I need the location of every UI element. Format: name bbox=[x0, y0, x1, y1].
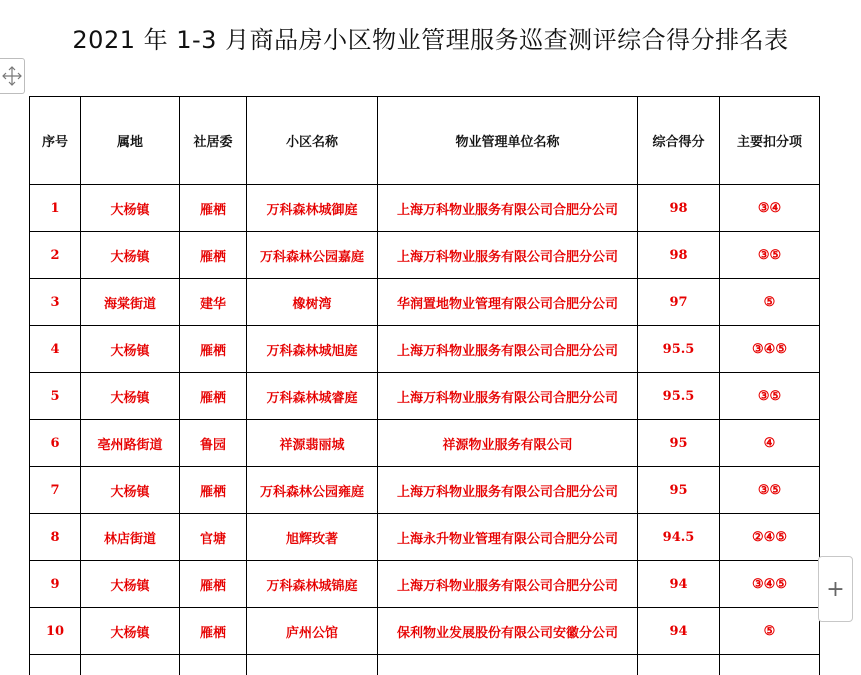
table-row bbox=[30, 420, 820, 467]
table-cell bbox=[81, 655, 180, 675]
community-cell: 建华 bbox=[180, 279, 247, 326]
table-row bbox=[30, 514, 820, 561]
rank-cell: 7 bbox=[30, 467, 81, 514]
district-cell: 海棠街道 bbox=[81, 279, 180, 326]
deduction-cell: ⑤ bbox=[720, 279, 820, 326]
deduction-cell: ⑤ bbox=[720, 608, 820, 655]
header-cell: 小区名称 bbox=[247, 97, 378, 185]
table-row bbox=[30, 279, 820, 326]
community-cell: 雁栖 bbox=[180, 185, 247, 232]
table-row bbox=[30, 326, 820, 373]
company-cell: 上海万科物业服务有限公司合肥分公司 bbox=[378, 185, 638, 232]
district-cell: 大杨镇 bbox=[81, 185, 180, 232]
score-cell: 94 bbox=[638, 561, 720, 608]
table-row-partial bbox=[30, 655, 820, 675]
estate-name-cell: 万科森林公园嘉庭 bbox=[247, 232, 378, 279]
score-cell: 94 bbox=[638, 608, 720, 655]
deduction-cell: ③⑤ bbox=[720, 467, 820, 514]
score-cell: 94.5 bbox=[638, 514, 720, 561]
deduction-cell: ③⑤ bbox=[720, 232, 820, 279]
estate-name-cell: 万科森林城锦庭 bbox=[247, 561, 378, 608]
rank-cell: 2 bbox=[30, 232, 81, 279]
table-header-row bbox=[30, 97, 820, 185]
table-cell bbox=[378, 655, 638, 675]
company-cell: 华润置地物业管理有限公司合肥分公司 bbox=[378, 279, 638, 326]
rank-cell: 4 bbox=[30, 326, 81, 373]
header-cell: 社居委 bbox=[180, 97, 247, 185]
header-cell: 序号 bbox=[30, 97, 81, 185]
community-cell: 雁栖 bbox=[180, 561, 247, 608]
district-cell: 大杨镇 bbox=[81, 232, 180, 279]
rank-cell: 8 bbox=[30, 514, 81, 561]
company-cell: 上海永升物业管理有限公司合肥分公司 bbox=[378, 514, 638, 561]
company-cell: 上海万科物业服务有限公司合肥分公司 bbox=[378, 561, 638, 608]
community-cell: 雁栖 bbox=[180, 467, 247, 514]
district-cell: 大杨镇 bbox=[81, 561, 180, 608]
deduction-cell: ③④⑤ bbox=[720, 561, 820, 608]
community-cell: 鲁园 bbox=[180, 420, 247, 467]
score-cell: 95 bbox=[638, 420, 720, 467]
plus-icon: + bbox=[826, 577, 844, 602]
deduction-cell: ③④ bbox=[720, 185, 820, 232]
deduction-cell: ③⑤ bbox=[720, 373, 820, 420]
table-cell bbox=[720, 655, 820, 675]
estate-name-cell: 万科森林城旭庭 bbox=[247, 326, 378, 373]
district-cell: 林店街道 bbox=[81, 514, 180, 561]
score-cell: 95.5 bbox=[638, 373, 720, 420]
community-cell: 雁栖 bbox=[180, 608, 247, 655]
header-cell: 主要扣分项 bbox=[720, 97, 820, 185]
add-row-button[interactable] bbox=[818, 556, 853, 622]
community-cell: 雁栖 bbox=[180, 373, 247, 420]
score-cell: 95.5 bbox=[638, 326, 720, 373]
page-title: 2021 年 1-3 月商品房小区物业管理服务巡查测评综合得分排名表 bbox=[0, 20, 861, 55]
district-cell: 大杨镇 bbox=[81, 467, 180, 514]
community-cell: 官塘 bbox=[180, 514, 247, 561]
score-cell: 97 bbox=[638, 279, 720, 326]
score-cell: 98 bbox=[638, 185, 720, 232]
table-row bbox=[30, 373, 820, 420]
rank-cell: 5 bbox=[30, 373, 81, 420]
table-cell bbox=[638, 655, 720, 675]
score-cell: 98 bbox=[638, 232, 720, 279]
header-cell: 综合得分 bbox=[638, 97, 720, 185]
district-cell: 大杨镇 bbox=[81, 326, 180, 373]
table-row bbox=[30, 467, 820, 514]
score-cell: 95 bbox=[638, 467, 720, 514]
deduction-cell: ②④⑤ bbox=[720, 514, 820, 561]
rank-cell: 9 bbox=[30, 561, 81, 608]
company-cell: 上海万科物业服务有限公司合肥分公司 bbox=[378, 326, 638, 373]
deduction-cell: ④ bbox=[720, 420, 820, 467]
move-icon[interactable] bbox=[0, 58, 25, 94]
estate-name-cell: 庐州公馆 bbox=[247, 608, 378, 655]
estate-name-cell: 万科森林城御庭 bbox=[247, 185, 378, 232]
header-cell: 物业管理单位名称 bbox=[378, 97, 638, 185]
district-cell: 大杨镇 bbox=[81, 608, 180, 655]
estate-name-cell: 万科森林公园雍庭 bbox=[247, 467, 378, 514]
company-cell: 上海万科物业服务有限公司合肥分公司 bbox=[378, 373, 638, 420]
ranking-table bbox=[29, 96, 820, 675]
estate-name-cell: 万科森林城睿庭 bbox=[247, 373, 378, 420]
table-cell bbox=[180, 655, 247, 675]
header-cell: 属地 bbox=[81, 97, 180, 185]
community-cell: 雁栖 bbox=[180, 326, 247, 373]
estate-name-cell: 旭辉玫著 bbox=[247, 514, 378, 561]
table-cell bbox=[30, 655, 81, 675]
community-cell: 雁栖 bbox=[180, 232, 247, 279]
estate-name-cell: 祥源翡丽城 bbox=[247, 420, 378, 467]
district-cell: 大杨镇 bbox=[81, 373, 180, 420]
company-cell: 上海万科物业服务有限公司合肥分公司 bbox=[378, 232, 638, 279]
deduction-cell: ③④⑤ bbox=[720, 326, 820, 373]
company-cell: 祥源物业服务有限公司 bbox=[378, 420, 638, 467]
estate-name-cell: 橡树湾 bbox=[247, 279, 378, 326]
table-cell bbox=[247, 655, 378, 675]
table-row bbox=[30, 185, 820, 232]
company-cell: 上海万科物业服务有限公司合肥分公司 bbox=[378, 467, 638, 514]
table-row bbox=[30, 608, 820, 655]
rank-cell: 6 bbox=[30, 420, 81, 467]
rank-cell: 1 bbox=[30, 185, 81, 232]
move-icon-glyph bbox=[2, 65, 22, 87]
company-cell: 保利物业发展股份有限公司安徽分公司 bbox=[378, 608, 638, 655]
table-row bbox=[30, 232, 820, 279]
rank-cell: 10 bbox=[30, 608, 81, 655]
rank-cell: 3 bbox=[30, 279, 81, 326]
district-cell: 亳州路街道 bbox=[81, 420, 180, 467]
table-row bbox=[30, 561, 820, 608]
